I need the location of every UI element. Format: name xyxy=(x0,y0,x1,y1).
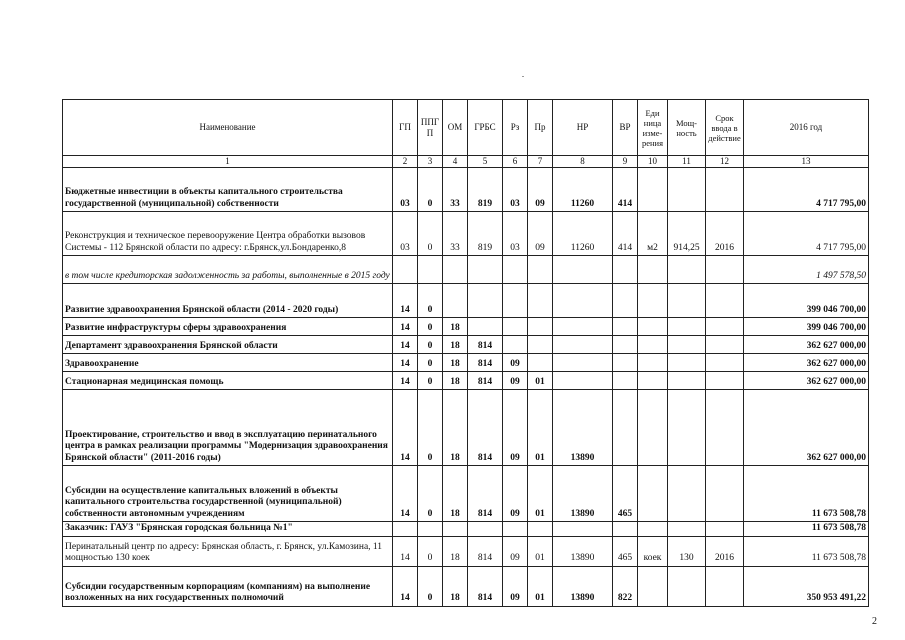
table-row xyxy=(63,168,869,212)
col-number: 2 xyxy=(393,156,418,168)
cell-rz: 09 xyxy=(503,566,528,606)
cell-pr xyxy=(528,336,553,354)
cell-vr xyxy=(613,522,638,537)
cell-ppgp: 0 xyxy=(418,390,443,466)
cell-rz: 09 xyxy=(503,536,528,566)
cell-om: 18 xyxy=(443,318,468,336)
cell-power xyxy=(668,566,706,606)
cell-vr: 414 xyxy=(613,212,638,256)
col-number: 4 xyxy=(443,156,468,168)
cell-gp: 14 xyxy=(393,336,418,354)
cell-grbs: 814 xyxy=(468,466,503,522)
cell-name: Бюджетные инвестиции в объекты капитального строительства государственной (муниципальной) собственности xyxy=(63,168,393,212)
col-number: 8 xyxy=(553,156,613,168)
col-number: 13 xyxy=(744,156,869,168)
col-number: 9 xyxy=(613,156,638,168)
table-row xyxy=(63,372,869,390)
cell-rz: 09 xyxy=(503,372,528,390)
cell-name: в том числе кредиторская задолженность за работы, выполненные в 2015 году xyxy=(63,256,393,284)
cell-power xyxy=(668,256,706,284)
cell-grbs xyxy=(468,256,503,284)
cell-rz xyxy=(503,256,528,284)
cell-unit xyxy=(638,522,668,537)
cell-name: Субсидии государственным корпорациям (компаниям) на выполнение возложенных на них государственных полномочий xyxy=(63,566,393,606)
table-row xyxy=(63,354,869,372)
cell-om: 18 xyxy=(443,466,468,522)
cell-term xyxy=(706,354,744,372)
cell-term xyxy=(706,390,744,466)
table-row xyxy=(63,390,869,466)
header-term: Срок ввода в действие xyxy=(706,100,744,156)
cell-ppgp: 0 xyxy=(418,284,443,318)
cell-pr xyxy=(528,256,553,284)
col-number: 3 xyxy=(418,156,443,168)
cell-gp: 14 xyxy=(393,536,418,566)
cell-grbs: 814 xyxy=(468,372,503,390)
cell-amount: 399 046 700,00 xyxy=(744,318,869,336)
cell-rz xyxy=(503,284,528,318)
cell-rz xyxy=(503,336,528,354)
cell-unit: м2 xyxy=(638,212,668,256)
cell-term: 2016 xyxy=(706,536,744,566)
cell-vr xyxy=(613,284,638,318)
cell-vr: 465 xyxy=(613,466,638,522)
budget-table xyxy=(62,99,869,607)
cell-term xyxy=(706,256,744,284)
cell-grbs: 814 xyxy=(468,336,503,354)
cell-unit xyxy=(638,466,668,522)
cell-unit xyxy=(638,372,668,390)
table-row xyxy=(63,256,869,284)
cell-unit xyxy=(638,354,668,372)
cell-grbs xyxy=(468,284,503,318)
header-gp: ГП xyxy=(393,100,418,156)
cell-gp: 14 xyxy=(393,372,418,390)
table-row xyxy=(63,466,869,522)
cell-pr: 09 xyxy=(528,168,553,212)
cell-ppgp: 0 xyxy=(418,336,443,354)
cell-name: Проектирование, строительство и ввод в эксплуатацию перинатального центра в рамках реализации программы "Модернизация здравоохранения Брянской области" (2011-2016 годы) xyxy=(63,390,393,466)
cell-om: 18 xyxy=(443,566,468,606)
cell-om: 18 xyxy=(443,536,468,566)
cell-ppgp: 0 xyxy=(418,212,443,256)
cell-power xyxy=(668,466,706,522)
cell-unit xyxy=(638,256,668,284)
header-om: ОМ xyxy=(443,100,468,156)
scan-speck xyxy=(522,76,524,77)
cell-power: 130 xyxy=(668,536,706,566)
cell-rz: 09 xyxy=(503,466,528,522)
header-rz: Рз xyxy=(503,100,528,156)
cell-vr: 822 xyxy=(613,566,638,606)
cell-om: 18 xyxy=(443,354,468,372)
col-number: 7 xyxy=(528,156,553,168)
cell-om xyxy=(443,522,468,537)
cell-amount: 362 627 000,00 xyxy=(744,390,869,466)
cell-name: Развитие здравоохранения Брянской области (2014 - 2020 годы) xyxy=(63,284,393,318)
table-row xyxy=(63,284,869,318)
cell-vr: 414 xyxy=(613,168,638,212)
cell-pr xyxy=(528,284,553,318)
cell-grbs: 814 xyxy=(468,566,503,606)
cell-name: Перинатальный центр по адресу: Брянская область, г. Брянск, ул.Камозина, 11 мощностью 130 коек xyxy=(63,536,393,566)
cell-pr: 01 xyxy=(528,566,553,606)
cell-nr: 13890 xyxy=(553,390,613,466)
cell-ppgp: 0 xyxy=(418,566,443,606)
cell-amount: 11 673 508,78 xyxy=(744,466,869,522)
cell-om: 18 xyxy=(443,372,468,390)
cell-rz xyxy=(503,522,528,537)
table-row xyxy=(63,212,869,256)
cell-power xyxy=(668,522,706,537)
cell-om xyxy=(443,256,468,284)
cell-gp: 03 xyxy=(393,212,418,256)
header-year: 2016 год xyxy=(744,100,869,156)
cell-nr xyxy=(553,354,613,372)
cell-term xyxy=(706,522,744,537)
cell-name: Развитие инфраструктуры сферы здравоохранения xyxy=(63,318,393,336)
cell-ppgp: 0 xyxy=(418,372,443,390)
cell-amount: 399 046 700,00 xyxy=(744,284,869,318)
cell-gp: 14 xyxy=(393,566,418,606)
cell-om: 18 xyxy=(443,336,468,354)
cell-power: 914,25 xyxy=(668,212,706,256)
cell-amount: 362 627 000,00 xyxy=(744,372,869,390)
table-row xyxy=(63,522,869,537)
cell-power xyxy=(668,390,706,466)
cell-nr xyxy=(553,284,613,318)
header-power: Мощ- ность xyxy=(668,100,706,156)
cell-term: 2016 xyxy=(706,212,744,256)
cell-amount: 1 497 578,50 xyxy=(744,256,869,284)
cell-gp xyxy=(393,522,418,537)
cell-power xyxy=(668,354,706,372)
cell-vr xyxy=(613,372,638,390)
cell-amount: 11 673 508,78 xyxy=(744,536,869,566)
cell-ppgp: 0 xyxy=(418,168,443,212)
cell-unit xyxy=(638,168,668,212)
cell-power xyxy=(668,284,706,318)
col-number: 1 xyxy=(63,156,393,168)
cell-amount: 362 627 000,00 xyxy=(744,336,869,354)
cell-rz xyxy=(503,318,528,336)
col-number: 6 xyxy=(503,156,528,168)
cell-amount: 11 673 508,78 xyxy=(744,522,869,537)
cell-ppgp: 0 xyxy=(418,354,443,372)
cell-name: Субсидии на осуществление капитальных вложений в объекты капитального строительства государственной (муниципальной) собственности автономным учреждениям xyxy=(63,466,393,522)
cell-grbs xyxy=(468,318,503,336)
cell-rz: 09 xyxy=(503,354,528,372)
cell-ppgp xyxy=(418,256,443,284)
cell-vr xyxy=(613,390,638,466)
cell-gp: 14 xyxy=(393,284,418,318)
cell-vr xyxy=(613,336,638,354)
cell-pr: 01 xyxy=(528,466,553,522)
cell-rz: 09 xyxy=(503,390,528,466)
cell-nr xyxy=(553,256,613,284)
cell-term xyxy=(706,168,744,212)
table-row xyxy=(63,336,869,354)
cell-name: Реконструкция и техническое перевооружение Центра обработки вызовов Системы - 112 Брянской области по адресу: г.Брянск,ул.Бондаренко,8 xyxy=(63,212,393,256)
header-name: Наименование xyxy=(63,100,393,156)
cell-gp: 14 xyxy=(393,466,418,522)
cell-term xyxy=(706,318,744,336)
cell-amount: 4 717 795,00 xyxy=(744,168,869,212)
col-number: 5 xyxy=(468,156,503,168)
cell-gp xyxy=(393,256,418,284)
cell-pr: 01 xyxy=(528,536,553,566)
cell-nr xyxy=(553,522,613,537)
cell-nr: 11260 xyxy=(553,212,613,256)
cell-gp: 14 xyxy=(393,390,418,466)
cell-grbs: 819 xyxy=(468,212,503,256)
cell-om: 33 xyxy=(443,168,468,212)
cell-vr: 465 xyxy=(613,536,638,566)
cell-grbs: 814 xyxy=(468,536,503,566)
header-unit: Еди ница изме- рения xyxy=(638,100,668,156)
cell-pr xyxy=(528,318,553,336)
cell-name: Заказчик: ГАУЗ "Брянская городская больница №1" xyxy=(63,522,393,537)
cell-om xyxy=(443,284,468,318)
col-number: 10 xyxy=(638,156,668,168)
cell-term xyxy=(706,372,744,390)
cell-term xyxy=(706,466,744,522)
cell-ppgp: 0 xyxy=(418,466,443,522)
cell-name: Стационарная медицинская помощь xyxy=(63,372,393,390)
cell-rz: 03 xyxy=(503,168,528,212)
cell-nr: 13890 xyxy=(553,466,613,522)
col-number: 11 xyxy=(668,156,706,168)
cell-unit: коек xyxy=(638,536,668,566)
table-row xyxy=(63,536,869,566)
cell-om: 18 xyxy=(443,390,468,466)
cell-grbs: 819 xyxy=(468,168,503,212)
cell-ppgp: 0 xyxy=(418,318,443,336)
cell-amount: 362 627 000,00 xyxy=(744,354,869,372)
header-nr: НР xyxy=(553,100,613,156)
header-grbs: ГРБС xyxy=(468,100,503,156)
cell-unit xyxy=(638,390,668,466)
header-ppgp: ППГ П xyxy=(418,100,443,156)
cell-unit xyxy=(638,318,668,336)
header-vr: ВР xyxy=(613,100,638,156)
cell-nr: 13890 xyxy=(553,536,613,566)
cell-grbs: 814 xyxy=(468,354,503,372)
cell-rz: 03 xyxy=(503,212,528,256)
cell-unit xyxy=(638,566,668,606)
cell-pr xyxy=(528,522,553,537)
table-body xyxy=(63,168,869,607)
cell-unit xyxy=(638,336,668,354)
cell-pr: 01 xyxy=(528,390,553,466)
header-pr: Пр xyxy=(528,100,553,156)
column-number-row xyxy=(63,156,869,168)
cell-name: Здравоохранение xyxy=(63,354,393,372)
cell-pr: 09 xyxy=(528,212,553,256)
cell-pr: 01 xyxy=(528,372,553,390)
table-row xyxy=(63,566,869,606)
cell-gp: 14 xyxy=(393,318,418,336)
cell-term xyxy=(706,284,744,318)
page-number: 2 xyxy=(872,616,877,627)
cell-gp: 03 xyxy=(393,168,418,212)
cell-nr xyxy=(553,318,613,336)
cell-power xyxy=(668,318,706,336)
cell-grbs: 814 xyxy=(468,390,503,466)
cell-power xyxy=(668,168,706,212)
cell-name: Департамент здравоохранения Брянской области xyxy=(63,336,393,354)
cell-ppgp: 0 xyxy=(418,536,443,566)
cell-gp: 14 xyxy=(393,354,418,372)
cell-vr xyxy=(613,354,638,372)
cell-power xyxy=(668,336,706,354)
cell-nr xyxy=(553,372,613,390)
cell-term xyxy=(706,566,744,606)
header-row xyxy=(63,100,869,156)
cell-pr xyxy=(528,354,553,372)
cell-vr xyxy=(613,256,638,284)
cell-term xyxy=(706,336,744,354)
cell-amount: 350 953 491,22 xyxy=(744,566,869,606)
cell-vr xyxy=(613,318,638,336)
cell-nr xyxy=(553,336,613,354)
cell-grbs xyxy=(468,522,503,537)
cell-nr: 13890 xyxy=(553,566,613,606)
cell-power xyxy=(668,372,706,390)
cell-om: 33 xyxy=(443,212,468,256)
cell-ppgp xyxy=(418,522,443,537)
cell-unit xyxy=(638,284,668,318)
cell-amount: 4 717 795,00 xyxy=(744,212,869,256)
table-row xyxy=(63,318,869,336)
col-number: 12 xyxy=(706,156,744,168)
cell-nr: 11260 xyxy=(553,168,613,212)
